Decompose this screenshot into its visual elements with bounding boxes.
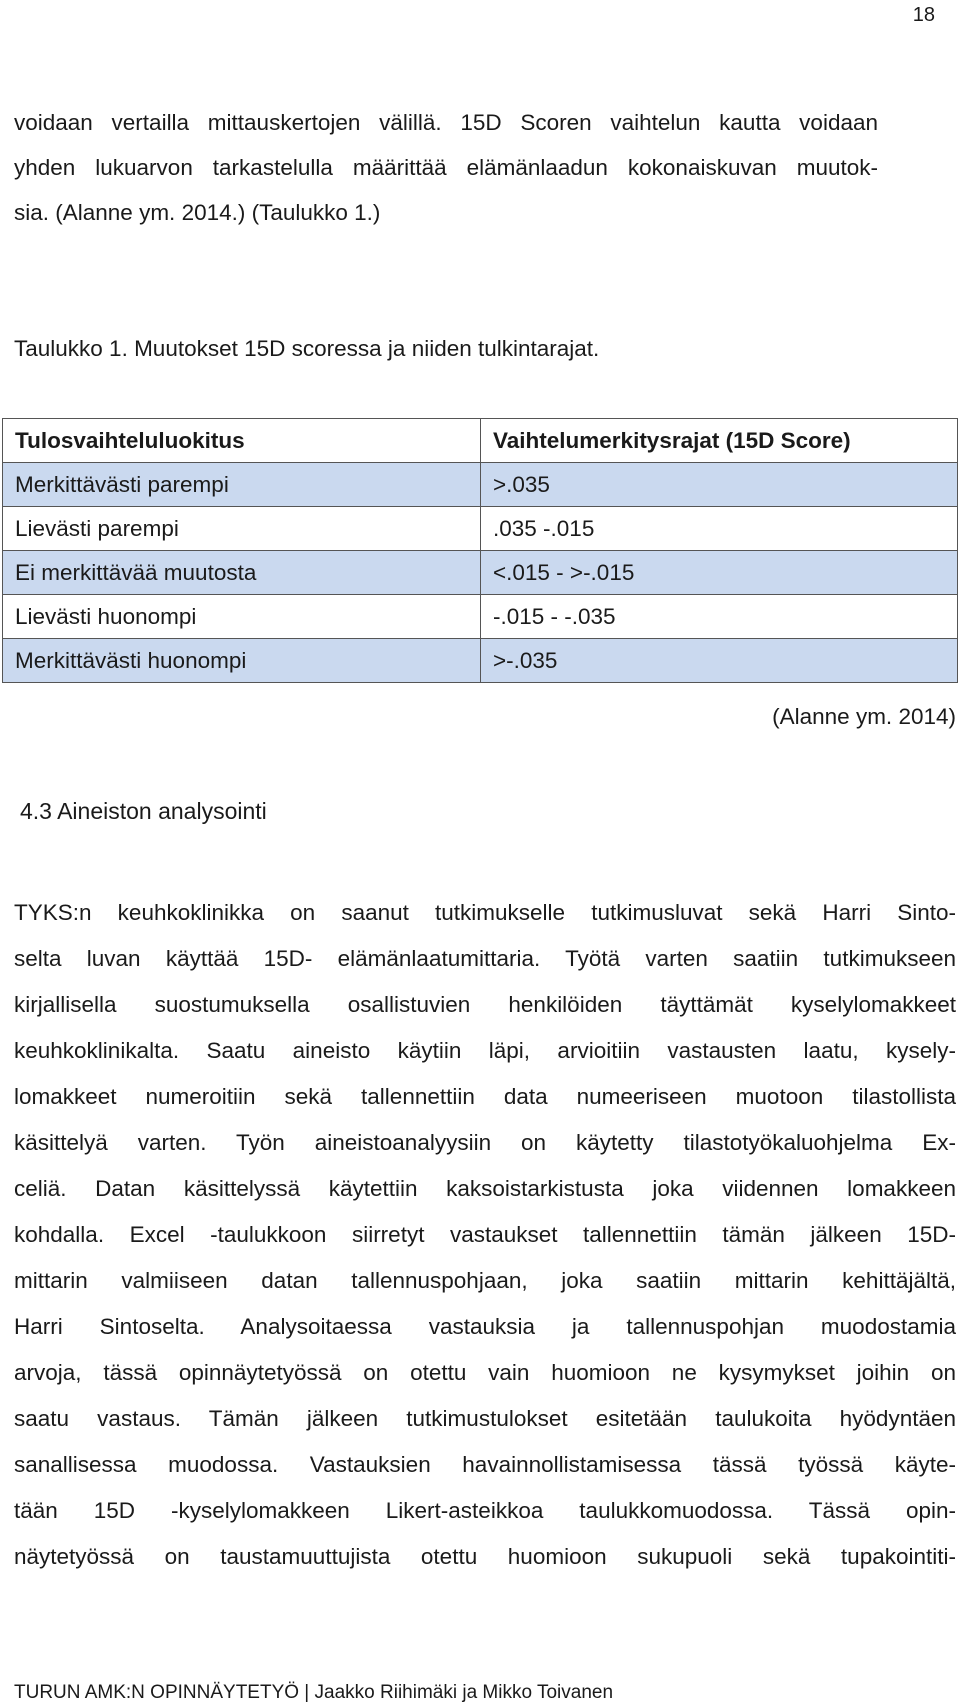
row-value: >.035 — [481, 463, 958, 507]
body-line: Harri Sintoselta. Analysoitaessa vastauksia ja tallennuspohjan muodostamia — [14, 1314, 956, 1339]
body-line: näytetyössä on taustamuuttujista otettu huomioon sukupuoli sekä tupakointiti- — [14, 1544, 956, 1569]
body-line: tään 15D -kyselylomakkeen Likert-asteikkoa taulukkomuodossa. Tässä opin- — [14, 1498, 956, 1523]
table-caption: Taulukko 1. Muutokset 15D scoressa ja niiden tulkintarajat. — [14, 336, 600, 361]
row-label: Lievästi huonompi — [3, 595, 481, 639]
page-number: 18 — [912, 4, 935, 26]
row-value: .035 -.015 — [481, 507, 958, 551]
table-source: (Alanne ym. 2014) — [772, 704, 956, 729]
row-value: -.015 - -.035 — [481, 595, 958, 639]
body-line: kirjallisella suostumuksella osallistuvien henkilöiden täyttämät kyselylomakkeet — [14, 992, 956, 1017]
results-table — [2, 418, 958, 683]
body-line: sanallisessa muodossa. Vastauksien havainnollistamisessa tässä työssä käyte- — [14, 1452, 956, 1477]
row-label: Lievästi parempi — [3, 507, 481, 551]
table-row — [3, 595, 958, 639]
table-row — [3, 639, 958, 683]
column-header-classification: Tulosvaihteluluokitus — [3, 419, 481, 463]
body-line: celiä. Datan käsittelyssä käytettiin kaksoistarkistusta joka viidennen lomakkeen — [14, 1176, 956, 1201]
table-header-row — [3, 419, 958, 463]
intro-line: yhden lukuarvon tarkastelulla määrittää elämänlaadun kokonaiskuvan muutok- — [14, 155, 878, 180]
body-line: TYKS:n keuhkoklinikka on saanut tutkimukselle tutkimusluvat sekä Harri Sinto- — [14, 900, 956, 925]
body-line: lomakkeet numeroitiin sekä tallennettiin data numeeriseen muotoon tilastollista — [14, 1084, 956, 1109]
table-row — [3, 551, 958, 595]
row-value: >-.035 — [481, 639, 958, 683]
table-row — [3, 507, 958, 551]
row-label: Merkittävästi parempi — [3, 463, 481, 507]
row-label: Ei merkittävää muutosta — [3, 551, 481, 595]
table-row — [3, 463, 958, 507]
body-line: keuhkoklinikalta. Saatu aineisto käytiin läpi, arvioitiin vastausten laatu, kysely- — [14, 1038, 956, 1063]
body-paragraph — [14, 890, 956, 1580]
row-value: <.015 - >-.015 — [481, 551, 958, 595]
body-line: arvoja, tässä opinnäytetyössä on otettu vain huomioon ne kysymykset joihin on — [14, 1360, 956, 1385]
body-line: saatu vastaus. Tämän jälkeen tutkimustulokset esitetään taulukoita hyödyntäen — [14, 1406, 956, 1431]
intro-line: sia. (Alanne ym. 2014.) (Taulukko 1.) — [14, 200, 381, 225]
section-heading: 4.3 Aineiston analysointi — [20, 798, 267, 824]
row-label: Merkittävästi huonompi — [3, 639, 481, 683]
page-footer: TURUN AMK:N OPINNÄYTETYÖ | Jaakko Riihimäki ja Mikko Toivanen — [14, 1682, 614, 1703]
body-line: mittarin valmiiseen datan tallennuspohjaan, joka saatiin mittarin kehittäjältä, — [14, 1268, 956, 1293]
body-line: kohdalla. Excel -taulukkoon siirretyt vastaukset tallennettiin tämän jälkeen 15D- — [14, 1222, 956, 1247]
column-header-thresholds: Vaihtelumerkitysrajat (15D Score) — [481, 419, 958, 463]
intro-line: voidaan vertailla mittauskertojen välillä. 15D Scoren vaihtelun kautta voidaan — [14, 110, 878, 135]
body-line: selta luvan käyttää 15D- elämänlaatumittaria. Työtä varten saatiin tutkimukseen — [14, 946, 956, 971]
intro-paragraph — [14, 100, 878, 235]
body-line: käsittelyä varten. Työn aineistoanalyysiin on käytetty tilastotyökaluohjelma Ex- — [14, 1130, 956, 1155]
